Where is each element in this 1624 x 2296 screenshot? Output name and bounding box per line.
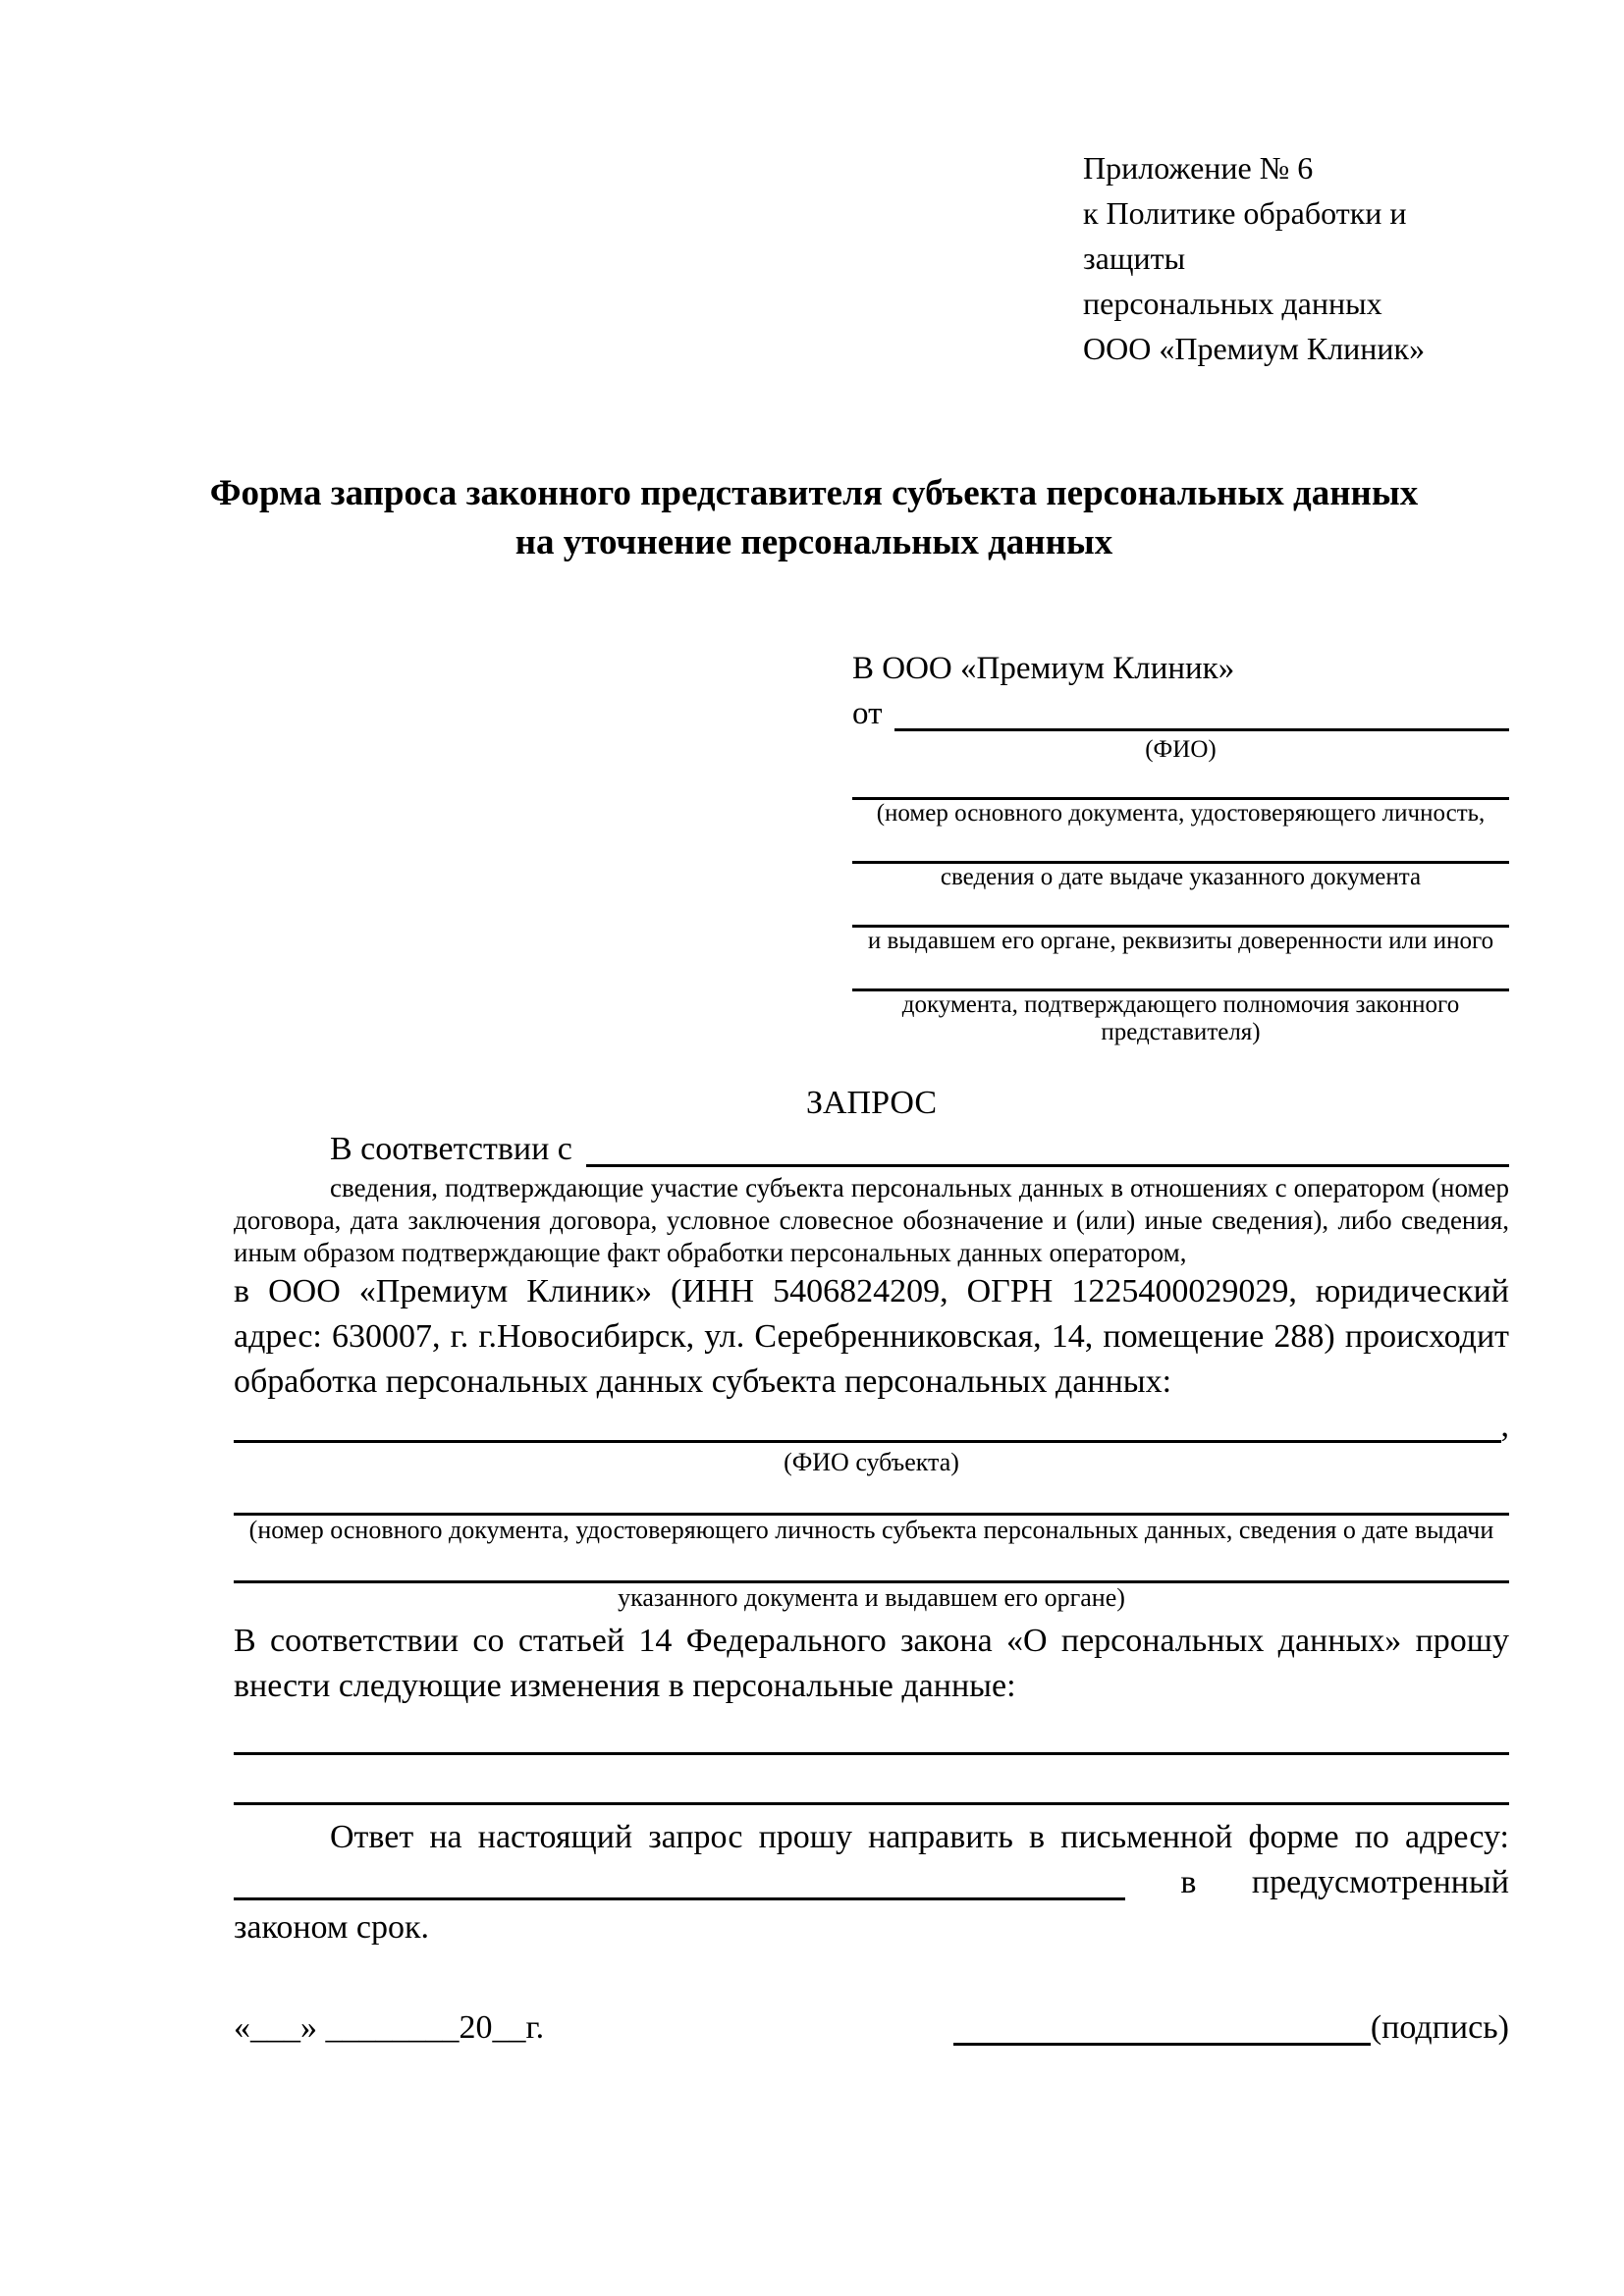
- changes-blank-line-1: [234, 1709, 1509, 1755]
- from-row: [852, 691, 1509, 736]
- representative-fio-blank-line: [894, 691, 1510, 731]
- form-title-line-2: на уточнение персональных данных: [514, 522, 1113, 562]
- subject-line-comma: ,: [1500, 1408, 1509, 1444]
- answer-paragraph-line-2: [234, 1860, 1509, 1905]
- accordance-note: сведения, подтверждающие участие субъекта персональных данных в отношениях с оператором (номер договора, дата заключения договора, условное словесное обозначение и (или) иные сведения), либо сведения, иным образом подтверждающие факт обработки персональных данных оператором,: [234, 1173, 1509, 1267]
- subject-doc-caption-2: указанного документа и выдавшем его органе): [618, 1583, 1125, 1612]
- form-title-line-1: Форма запроса законного представителя субъекта персональных данных: [209, 473, 1419, 513]
- representative-doc-blank-line-3: [852, 891, 1509, 928]
- answer-paragraph-line-3: законом срок.: [234, 1909, 429, 1946]
- signature-blank-line: [953, 2043, 1371, 2046]
- answer-word-predusmotrenny: предусмотренный: [1251, 1864, 1509, 1900]
- subject-doc-blank-line-1: [234, 1477, 1509, 1516]
- representative-doc-caption-3: и выдавшем его органе, реквизиты доверенности или иного: [867, 928, 1494, 954]
- representative-doc-blank-line-2: [852, 828, 1509, 864]
- accordance-row: [234, 1126, 1509, 1172]
- representative-doc-caption-2: сведения о дате выдаче указанного документа: [940, 864, 1422, 890]
- representative-doc-caption-1: (номер основного документа, удостоверяющего личность,: [876, 800, 1486, 827]
- signature-caption: (подпись): [1370, 2009, 1509, 2046]
- answer-paragraph-line-1: Ответ на настоящий запрос прошу направить в письменной форме по адресу:: [330, 1819, 1509, 1855]
- changes-blank-line-2: [234, 1755, 1509, 1805]
- date-line: «___» ________20__г.: [234, 2009, 545, 2046]
- addressee-block: [852, 646, 1509, 1046]
- footer-row: [234, 2005, 1509, 2051]
- addressee-company: В ООО «Премиум Клиник»: [852, 651, 1235, 686]
- law-paragraph: В соответствии со статьей 14 Федерального закона «О персональных данных» прошу внести следующие изменения в персональные данные:: [234, 1623, 1509, 1704]
- answer-word-v: в: [1180, 1864, 1197, 1900]
- appendix-header-line-4: ООО «Премиум Клиник»: [1083, 331, 1426, 366]
- form-title: [119, 469, 1509, 567]
- appendix-header-line-1: Приложение № 6: [1083, 150, 1314, 186]
- subject-doc-caption-1: (номер основного документа, удостоверяющего личность субъекта персональных данных, сведения о дате выдачи: [248, 1516, 1494, 1544]
- request-heading: ЗАПРОС: [805, 1085, 938, 1121]
- representative-doc-blank-line-4: [852, 955, 1509, 991]
- operator-paragraph: в ООО «Премиум Клиник» (ИНН 5406824209, ОГРН 1225400029029, юридический адрес: 630007, г. г.Новосибирск, ул. Серебренниковская, 14, помещение 288) происходит обработка персональных данных субъекта персональных данных:: [234, 1273, 1509, 1400]
- appendix-header-line-2: к Политике обработки и защиты: [1083, 195, 1407, 276]
- accordance-blank-line: [586, 1126, 1509, 1167]
- subject-doc-blank-line-2: [234, 1545, 1509, 1583]
- subject-fio-row: [234, 1405, 1509, 1448]
- answer-address-blank-line: [234, 1897, 1125, 1900]
- subject-fio-blank-line: [234, 1405, 1501, 1443]
- appendix-header: [1083, 145, 1509, 371]
- signature-area: [953, 2005, 1509, 2051]
- fio-caption: (ФИО): [1145, 736, 1217, 763]
- representative-doc-caption-4: документа, подтверждающего полномочия законного представителя): [901, 991, 1460, 1045]
- from-label: от: [852, 696, 883, 731]
- representative-doc-blank-line-1: [852, 764, 1509, 800]
- subject-fio-caption: (ФИО субъекта): [784, 1448, 959, 1476]
- appendix-header-line-3: персональных данных: [1083, 286, 1382, 321]
- accordance-label: В соответствии с: [330, 1131, 572, 1167]
